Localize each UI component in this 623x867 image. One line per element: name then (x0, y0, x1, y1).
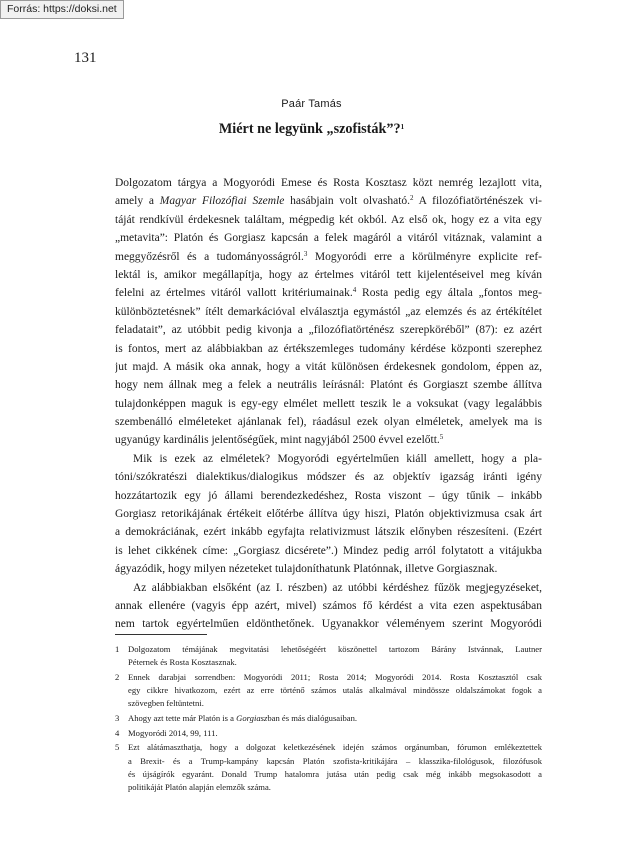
text-run: Ezt alátámaszthatja, hogy a dolgozat keletkezésének idején számos orgánumban, fórumon emlékeztettek (128, 742, 542, 753)
text-run: jut majd. A másik oka annak, hogy a vitát különösen érdekesnek gondolom, éppen az, (115, 360, 542, 373)
footnote-ref: 2 (410, 194, 414, 203)
footnote-number: 2 (115, 671, 120, 682)
text-run: a Brexit- és a Trump-kampány kapcsán Platón szofista-kritikájára – klasszika-filológusok, filozófusok (128, 755, 542, 766)
text-run: táját rendkívül érdekesnek találtam, mégpedig két okból. Az első ok, hogy ez a vita egy (115, 213, 542, 226)
footnote (115, 727, 542, 740)
article-body (115, 174, 542, 634)
text-run: felelni az értelmes vitáról vallott kritériumainak. (115, 287, 353, 300)
text-run: szembenálló elméleteket ajánlanak fel), ráadásul ezek olyan elméletek, amelyek ma is (115, 416, 542, 429)
text-run: és újságírók egyaránt. Donald Trump hatalomra jutása után pedig csak még inkább megsokasodott a (128, 768, 542, 779)
text-run: Dolgozatom témájának megvitatási lehetőségéért köszönettel tartozom Bárány Istvánnak, Lautner (128, 644, 542, 654)
body-line (115, 340, 542, 358)
body-line (115, 468, 542, 486)
body-line (115, 376, 542, 394)
text-run: Mik is ezek az elméletek? Mogyoródi egyértelműen kiáll amellett, hogy a pla- (133, 452, 542, 465)
text-run: Rosta pedig egy általa „fontos meg- (356, 287, 542, 300)
footnote-number: 1 (115, 644, 120, 654)
text-run: a demokráciának, ezért inkább egyfajta relativizmust látszik előnyben részesíteni. (Ezért (115, 526, 542, 539)
footnote-number: 5 (115, 742, 120, 753)
footnote-line (128, 768, 542, 781)
title-footnote-ref: 1 (400, 123, 405, 131)
body-line (115, 413, 542, 431)
text-run: tulajdonképpen maguk is egy-egy elmélet mellett teszik le a voksukat (vagy legalábbis (115, 397, 542, 410)
text-run: „metavita”: Platón és Gorgiasz kapcsán a felek magáról a vitáról vitáznak, valamint a (115, 232, 542, 245)
text-run: hogy nem állnak meg a felek a neutrális leírásnál: Platónt és Gorgiaszt szembe állítva (115, 379, 542, 392)
body-line (115, 321, 542, 339)
italic-title: Magyar Filozófiai Szemle (159, 195, 285, 208)
text-run: Péternek és Rosta Kosztasznak. (128, 657, 237, 668)
footnote-line (128, 781, 542, 794)
footnote-line (128, 643, 542, 656)
text-run: ugyanúgy kardinális jelentőségűek, mint nagyjából 2500 évvel ezelőtt. (115, 434, 440, 447)
text-run: meggyőzésről és a tudományosságról. (115, 250, 304, 263)
body-line (115, 560, 542, 578)
text-run: szövegben feltüntetni. (128, 698, 204, 709)
body-line (115, 395, 542, 413)
body-line (115, 542, 542, 560)
body-line (115, 192, 542, 210)
italic-title: Gorgiasz (236, 712, 268, 723)
footnote-line (128, 755, 542, 768)
footnote-ref: 3 (303, 249, 308, 258)
body-line (115, 284, 542, 302)
text-run: nem tartok egyértelműen eldönthetőnek. Ugyanakkor véleményem szerint Mogyoródi (115, 618, 542, 631)
footnote (115, 712, 542, 725)
footnote (115, 671, 542, 711)
footnote-line (128, 712, 542, 725)
source-label: Forrás: https://doksi.net (0, 0, 124, 19)
text-run: amely a (115, 195, 160, 208)
body-line (115, 597, 542, 615)
text-run: hasábjain volt olvasható. (284, 195, 411, 208)
text-run: egy cikkre hivatkozom, ezért az erre történő számos utalás alkalmával mindössze oldalszámokat fogok a (128, 685, 542, 696)
footnotes (115, 643, 542, 794)
footnote-separator (115, 634, 207, 635)
text-run: tóni/szókratészi dialektikus/dialogikus módszer és az objektív igazság iránti igény (115, 471, 542, 484)
body-line (115, 505, 542, 523)
text-run: ágyazódik, hogy milyen nézeteket tulajdoníthatunk Platónnak, illetve Gorgiasznak. (115, 563, 498, 576)
text-run: hozzátartozik egy jó állami berendezkedéshez, Rosta viszont – úgy tűnik – inkább (115, 489, 542, 502)
body-line (115, 358, 542, 376)
text-run: annak ellenére (vagyis épp azért, mivel) számos fő kérdést a vita ezen aspektusában (115, 599, 542, 612)
body-line (115, 174, 542, 192)
footnote-line (128, 727, 542, 740)
footnote-number: 3 (115, 712, 120, 723)
footnote-line (128, 671, 542, 684)
text-run: is lehet cikkének címe: „Gorgiasz dicsérete”.) Mindez pedig arról folytatott a vitájukba (115, 544, 542, 557)
footnote-line (128, 656, 542, 669)
body-line (115, 248, 542, 266)
text-run: Az alábbiakban elsőként (az I. részben) az utóbbi kérdéshez fűzök megjegyzéseket, (133, 581, 542, 594)
author-name: Paár Tamás (281, 98, 342, 110)
footnote-number: 4 (115, 727, 120, 738)
body-line (115, 211, 542, 229)
footnote (115, 741, 542, 794)
text-run: Dolgozatom tárgya a Mogyoródi Emese és Rosta Kosztasz közt nemrég lezajlott vita, (115, 177, 542, 189)
body-line (115, 431, 542, 449)
title-text: Miért ne legyünk „szofisták”? (218, 121, 401, 137)
text-run: Ahogy azt tette már Platón is a (128, 712, 237, 723)
text-run: Mogyoródi 2014, 99, 111. (128, 727, 218, 738)
text-run: A filozófiatörténészek vi- (413, 195, 542, 208)
body-line (115, 229, 542, 247)
body-line (115, 303, 542, 321)
text-run: politikáját Platón alapján elemzők száma. (128, 781, 271, 792)
footnote-ref: 4 (352, 286, 357, 295)
footnote-ref: 5 (439, 433, 444, 442)
footnote-line (128, 697, 542, 710)
text-run: Ennek darabjai sorrendben: Mogyoródi 2011; Rosta 2014; Mogyoródi 2014. Rosta Kosztasztól csak (128, 671, 542, 682)
body-line (115, 450, 542, 468)
footnote (115, 643, 542, 669)
text-run: Mogyoródi erre a körülményre explicite ref- (307, 250, 542, 263)
page-number: 131 (74, 50, 97, 66)
text-run: Gorgiasz retorikájának értékeit előtérbe állítva úgy hiszi, Platón objektivizmusa csak árt (115, 508, 542, 521)
text-run: lektál is, amikor megállapítja, hogy az értelmes vitáról tett kijelentéseivel meg kíván (115, 268, 542, 281)
body-line (115, 523, 542, 541)
footnote-line (128, 741, 542, 754)
footnote-line (128, 684, 542, 697)
text-run: ban és más dialógusaiban. (267, 712, 358, 723)
article-title (0, 121, 623, 138)
text-run: különböztetésnek” ítélt demarkációval elválasztja egymástól „az elemzés és az értékítélet (115, 305, 542, 318)
body-line (115, 615, 542, 633)
text-run: feladatait”, az utóbbit pedig kivonja a „filozófiatörténész szerepköréből” (87): ez azért (115, 324, 542, 337)
body-line (115, 579, 542, 597)
body-line (115, 487, 542, 505)
text-run: is fontos, mert az alábbiakban az értékszemleges tudomány kérdése központi szerephez (115, 342, 542, 355)
body-line (115, 266, 542, 284)
